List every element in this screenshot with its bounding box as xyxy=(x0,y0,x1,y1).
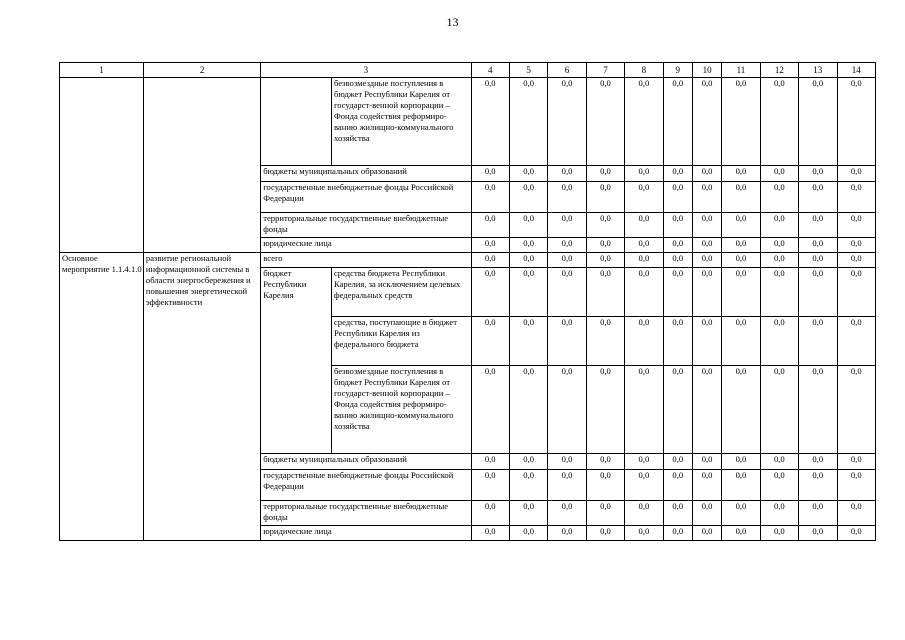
value-cell: 0,0 xyxy=(663,213,692,238)
header-cell: 9 xyxy=(663,63,692,78)
value-cell: 0,0 xyxy=(760,238,798,253)
row-label: всего xyxy=(261,253,471,268)
value-cell: 0,0 xyxy=(722,78,760,166)
row-label: бюджеты муниципальных образований xyxy=(261,454,471,470)
value-cell: 0,0 xyxy=(509,213,547,238)
row-label: юридические лица xyxy=(261,526,471,541)
header-cell: 1 xyxy=(60,63,144,78)
value-cell: 0,0 xyxy=(471,182,509,213)
value-cell: 0,0 xyxy=(837,366,876,454)
value-cell: 0,0 xyxy=(760,454,798,470)
value-cell: 0,0 xyxy=(586,268,624,317)
value-cell: 0,0 xyxy=(799,182,837,213)
value-cell: 0,0 xyxy=(625,213,663,238)
header-cell: 3 xyxy=(261,63,471,78)
value-cell: 0,0 xyxy=(837,78,876,166)
value-cell: 0,0 xyxy=(548,78,586,166)
value-cell: 0,0 xyxy=(586,470,624,501)
value-cell: 0,0 xyxy=(663,182,692,213)
value-cell: 0,0 xyxy=(799,366,837,454)
value-cell: 0,0 xyxy=(837,317,876,366)
value-cell: 0,0 xyxy=(663,470,692,501)
value-cell: 0,0 xyxy=(692,78,721,166)
value-cell: 0,0 xyxy=(663,238,692,253)
value-cell: 0,0 xyxy=(625,166,663,182)
value-cell: 0,0 xyxy=(471,166,509,182)
value-cell: 0,0 xyxy=(663,501,692,526)
row-label: территориальные государственные внебюджетные фонды xyxy=(261,213,471,238)
value-cell: 0,0 xyxy=(471,268,509,317)
value-cell: 0,0 xyxy=(722,501,760,526)
table-body xyxy=(60,78,876,541)
value-cell: 0,0 xyxy=(760,526,798,541)
value-cell: 0,0 xyxy=(837,166,876,182)
value-cell: 0,0 xyxy=(663,366,692,454)
value-cell: 0,0 xyxy=(722,238,760,253)
value-cell: 0,0 xyxy=(799,470,837,501)
row-label: государственные внебюджетные фонды Российской Федерации xyxy=(261,470,471,501)
value-cell: 0,0 xyxy=(692,366,721,454)
value-cell: 0,0 xyxy=(548,268,586,317)
value-cell: 0,0 xyxy=(471,454,509,470)
value-cell: 0,0 xyxy=(692,253,721,268)
value-cell: 0,0 xyxy=(760,182,798,213)
value-cell: 0,0 xyxy=(471,526,509,541)
value-cell: 0,0 xyxy=(586,526,624,541)
value-cell: 0,0 xyxy=(586,166,624,182)
value-cell: 0,0 xyxy=(799,253,837,268)
value-cell: 0,0 xyxy=(692,317,721,366)
value-cell: 0,0 xyxy=(509,317,547,366)
value-cell: 0,0 xyxy=(837,526,876,541)
header-cell: 13 xyxy=(799,63,837,78)
value-cell: 0,0 xyxy=(586,317,624,366)
value-cell: 0,0 xyxy=(548,501,586,526)
value-cell: 0,0 xyxy=(837,501,876,526)
value-cell: 0,0 xyxy=(471,78,509,166)
value-cell: 0,0 xyxy=(471,501,509,526)
value-cell: 0,0 xyxy=(586,501,624,526)
value-cell: 0,0 xyxy=(509,526,547,541)
header-cell: 2 xyxy=(143,63,260,78)
value-cell: 0,0 xyxy=(663,268,692,317)
page-number: 13 xyxy=(446,15,459,29)
row-label: безвозмездные поступления в бюджет Республики Карелия от государст-венной корпорации – Фонда содействия реформиро-ванию жилищно-коммунального хозяйства xyxy=(331,78,471,166)
value-cell: 0,0 xyxy=(548,454,586,470)
value-cell: 0,0 xyxy=(625,470,663,501)
value-cell: 0,0 xyxy=(509,253,547,268)
row-label: средства бюджета Республики Карелия, за исключением целевых федеральных средств xyxy=(331,268,471,317)
value-cell: 0,0 xyxy=(760,268,798,317)
header-row xyxy=(60,63,876,78)
value-cell: 0,0 xyxy=(586,213,624,238)
value-cell: 0,0 xyxy=(692,454,721,470)
value-cell: 0,0 xyxy=(799,78,837,166)
value-cell: 0,0 xyxy=(586,238,624,253)
value-cell: 0,0 xyxy=(760,78,798,166)
value-cell: 0,0 xyxy=(692,182,721,213)
header-cell: 6 xyxy=(548,63,586,78)
value-cell: 0,0 xyxy=(625,253,663,268)
header-cell: 4 xyxy=(471,63,509,78)
value-cell: 0,0 xyxy=(692,470,721,501)
value-cell: 0,0 xyxy=(722,526,760,541)
value-cell: 0,0 xyxy=(509,166,547,182)
value-cell: 0,0 xyxy=(722,454,760,470)
value-cell: 0,0 xyxy=(663,166,692,182)
value-cell: 0,0 xyxy=(837,454,876,470)
value-cell: 0,0 xyxy=(548,166,586,182)
value-cell: 0,0 xyxy=(837,213,876,238)
header-cell: 12 xyxy=(760,63,798,78)
value-cell: 0,0 xyxy=(837,182,876,213)
value-cell: 0,0 xyxy=(760,470,798,501)
empty-cell xyxy=(60,78,144,253)
value-cell: 0,0 xyxy=(586,366,624,454)
value-cell: 0,0 xyxy=(760,501,798,526)
row-label: государственные внебюджетные фонды Российской Федерации xyxy=(261,182,471,213)
value-cell: 0,0 xyxy=(471,238,509,253)
value-cell: 0,0 xyxy=(799,501,837,526)
value-cell: 0,0 xyxy=(760,317,798,366)
value-cell: 0,0 xyxy=(509,501,547,526)
table-row xyxy=(60,78,876,166)
value-cell: 0,0 xyxy=(722,268,760,317)
header-cell: 8 xyxy=(625,63,663,78)
value-cell: 0,0 xyxy=(625,366,663,454)
value-cell: 0,0 xyxy=(509,182,547,213)
value-cell: 0,0 xyxy=(799,526,837,541)
value-cell: 0,0 xyxy=(760,253,798,268)
value-cell: 0,0 xyxy=(722,166,760,182)
value-cell: 0,0 xyxy=(509,238,547,253)
value-cell: 0,0 xyxy=(625,268,663,317)
value-cell: 0,0 xyxy=(471,470,509,501)
value-cell: 0,0 xyxy=(799,268,837,317)
value-cell: 0,0 xyxy=(663,317,692,366)
value-cell: 0,0 xyxy=(625,454,663,470)
value-cell: 0,0 xyxy=(625,182,663,213)
value-cell: 0,0 xyxy=(548,366,586,454)
value-cell: 0,0 xyxy=(548,213,586,238)
table-row xyxy=(60,253,876,268)
value-cell: 0,0 xyxy=(722,470,760,501)
value-cell: 0,0 xyxy=(837,470,876,501)
table-header xyxy=(60,63,876,78)
value-cell: 0,0 xyxy=(586,78,624,166)
value-cell: 0,0 xyxy=(548,317,586,366)
value-cell: 0,0 xyxy=(471,253,509,268)
value-cell: 0,0 xyxy=(663,78,692,166)
value-cell: 0,0 xyxy=(722,213,760,238)
value-cell: 0,0 xyxy=(471,317,509,366)
value-cell: 0,0 xyxy=(663,253,692,268)
empty-cell xyxy=(261,78,332,166)
value-cell: 0,0 xyxy=(760,213,798,238)
value-cell: 0,0 xyxy=(625,501,663,526)
row-label: безвозмездные поступления в бюджет Республики Карелия от государст-венной корпорации – Фонда содействия реформиро-ванию жилищно-коммунального хозяйства xyxy=(331,366,471,454)
value-cell: 0,0 xyxy=(692,238,721,253)
header-cell: 7 xyxy=(586,63,624,78)
value-cell: 0,0 xyxy=(760,366,798,454)
value-cell: 0,0 xyxy=(586,454,624,470)
value-cell: 0,0 xyxy=(663,526,692,541)
value-cell: 0,0 xyxy=(722,366,760,454)
value-cell: 0,0 xyxy=(692,268,721,317)
value-cell: 0,0 xyxy=(548,470,586,501)
value-cell: 0,0 xyxy=(471,213,509,238)
value-cell: 0,0 xyxy=(509,454,547,470)
value-cell: 0,0 xyxy=(799,166,837,182)
value-cell: 0,0 xyxy=(586,182,624,213)
value-cell: 0,0 xyxy=(692,213,721,238)
empty-cell xyxy=(143,78,260,253)
header-cell: 11 xyxy=(722,63,760,78)
header-cell: 14 xyxy=(837,63,876,78)
value-cell: 0,0 xyxy=(509,268,547,317)
value-cell: 0,0 xyxy=(509,366,547,454)
budget-table xyxy=(59,62,876,541)
value-cell: 0,0 xyxy=(722,253,760,268)
header-cell: 10 xyxy=(692,63,721,78)
value-cell: 0,0 xyxy=(625,238,663,253)
value-cell: 0,0 xyxy=(471,366,509,454)
row-label: территориальные государственные внебюджетные фонды xyxy=(261,501,471,526)
value-cell: 0,0 xyxy=(509,470,547,501)
value-cell: 0,0 xyxy=(625,78,663,166)
value-cell: 0,0 xyxy=(799,238,837,253)
value-cell: 0,0 xyxy=(692,526,721,541)
value-cell: 0,0 xyxy=(663,454,692,470)
value-cell: 0,0 xyxy=(722,182,760,213)
value-cell: 0,0 xyxy=(586,253,624,268)
measure-code: Основное мероприятие 1.1.4.1.0 xyxy=(60,253,144,541)
value-cell: 0,0 xyxy=(625,317,663,366)
value-cell: 0,0 xyxy=(548,526,586,541)
budget-label: бюджет Республики Карелия xyxy=(261,268,332,454)
value-cell: 0,0 xyxy=(692,501,721,526)
value-cell: 0,0 xyxy=(548,182,586,213)
value-cell: 0,0 xyxy=(837,238,876,253)
value-cell: 0,0 xyxy=(722,317,760,366)
header-cell: 5 xyxy=(509,63,547,78)
row-label: юридические лица xyxy=(261,238,471,253)
value-cell: 0,0 xyxy=(548,238,586,253)
value-cell: 0,0 xyxy=(799,213,837,238)
row-label: бюджеты муниципальных образований xyxy=(261,166,471,182)
value-cell: 0,0 xyxy=(509,78,547,166)
value-cell: 0,0 xyxy=(837,253,876,268)
measure-name: развитие региональной информационной системы в области энергосбережения и повышения энергетической эффективности xyxy=(143,253,260,541)
value-cell: 0,0 xyxy=(692,166,721,182)
value-cell: 0,0 xyxy=(799,454,837,470)
row-label: средства, поступающие в бюджет Республики Карелия из федерального бюджета xyxy=(331,317,471,366)
value-cell: 0,0 xyxy=(837,268,876,317)
value-cell: 0,0 xyxy=(799,317,837,366)
value-cell: 0,0 xyxy=(760,166,798,182)
value-cell: 0,0 xyxy=(548,253,586,268)
value-cell: 0,0 xyxy=(625,526,663,541)
